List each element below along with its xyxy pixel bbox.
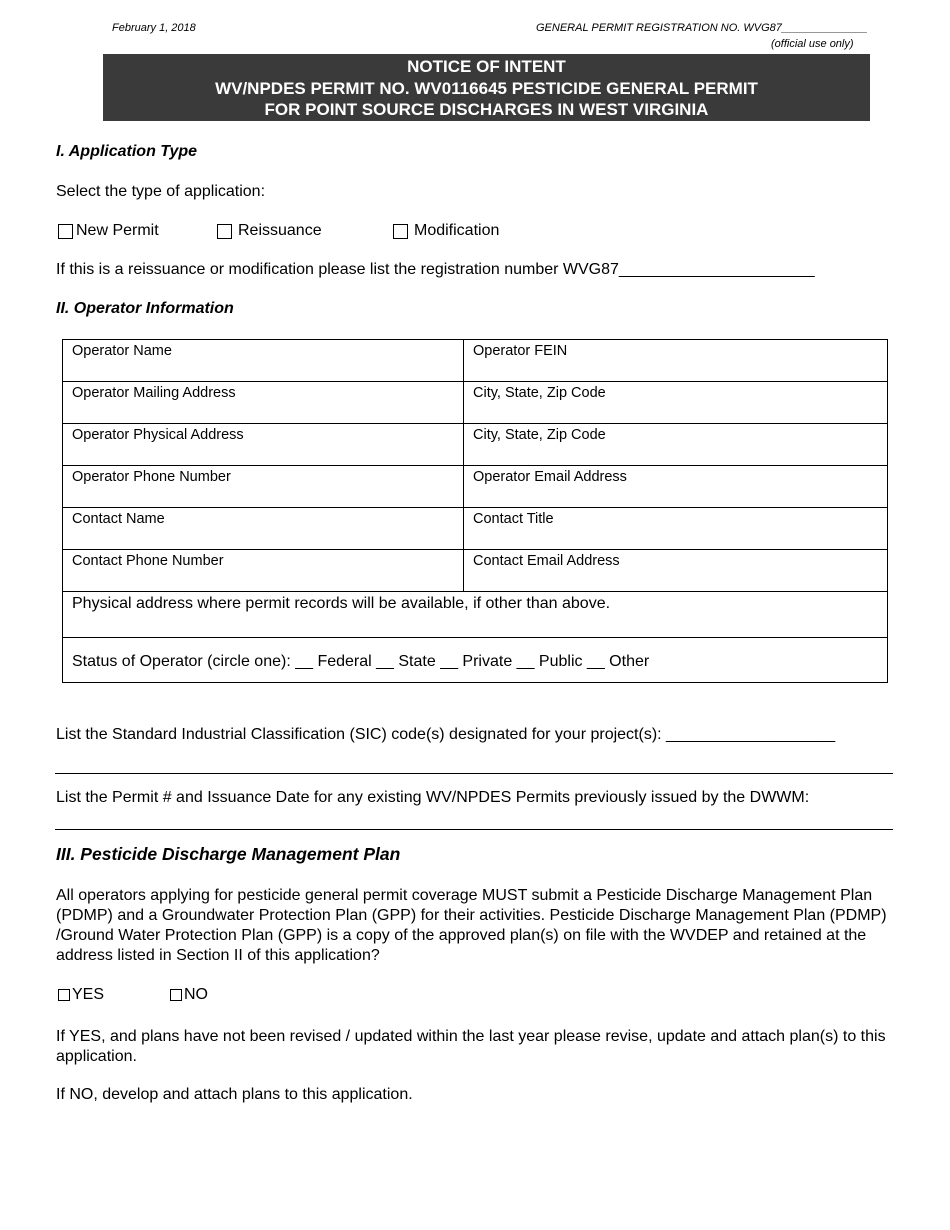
reissuance-checkbox[interactable]: [217, 224, 232, 239]
operator-fein-cell[interactable]: Operator FEIN: [464, 340, 888, 382]
contact-title-cell[interactable]: Contact Title: [464, 508, 888, 550]
existing-permits-fill-line[interactable]: [55, 829, 893, 830]
modification-checkbox[interactable]: [393, 224, 408, 239]
section-operator-info-title: II. Operator Information: [56, 300, 234, 317]
operator-status-cell[interactable]: Status of Operator (circle one): __ Federal __ State __ Private __ Public __ Other: [63, 638, 888, 683]
operator-name-cell[interactable]: Operator Name: [63, 340, 464, 382]
pdmp-paragraph: All operators applying for pesticide general permit coverage MUST submit a Pesticide Discharge Management Plan (PDMP) and a Groundwater Protection Plan (GPP) for their activities. Pesticide Discharge Management Plan (PDMP) /Ground Water Protection Plan (GPP) is a copy of the approved plan(s) on file with the WVDEP and retained at the address listed in Section II of this application?: [56, 887, 887, 964]
sic-code-field[interactable]: List the Standard Industrial Classification (SIC) code(s) designated for your project(s): ___________________: [56, 726, 836, 743]
table-row: [63, 508, 888, 550]
table-row: [63, 550, 888, 592]
operator-mailing-address-cell[interactable]: Operator Mailing Address: [63, 382, 464, 424]
mailing-city-state-zip-cell[interactable]: City, State, Zip Code: [464, 382, 888, 424]
table-row: [63, 638, 888, 683]
official-use-note: (official use only): [771, 38, 854, 50]
operator-phone-cell[interactable]: Operator Phone Number: [63, 466, 464, 508]
table-row: [63, 466, 888, 508]
contact-email-cell[interactable]: Contact Email Address: [464, 550, 888, 592]
new-permit-checkbox[interactable]: [58, 224, 73, 239]
reissuance-option[interactable]: [217, 222, 322, 240]
title-banner: [103, 54, 870, 121]
section-application-type-title: I. Application Type: [56, 143, 198, 160]
banner-line-2: WV/NPDES PERMIT NO. WV0116645 PESTICIDE GENERAL PERMIT: [215, 78, 758, 98]
yes-label: YES: [72, 986, 105, 1003]
existing-permits-prompt: List the Permit # and Issuance Date for any existing WV/NPDES Permits previously issued by the DWWM:: [56, 789, 810, 806]
application-type-prompt: Select the type of application:: [56, 183, 266, 200]
contact-phone-cell[interactable]: Contact Phone Number: [63, 550, 464, 592]
contact-name-cell[interactable]: Contact Name: [63, 508, 464, 550]
reissue-registration-field[interactable]: If this is a reissuance or modification please list the registration number WVG87______________________: [56, 261, 815, 278]
operator-physical-address-cell[interactable]: Operator Physical Address: [63, 424, 464, 466]
no-label: NO: [184, 986, 208, 1003]
table-row: [63, 592, 888, 638]
physical-city-state-zip-cell[interactable]: City, State, Zip Code: [464, 424, 888, 466]
operator-email-cell[interactable]: Operator Email Address: [464, 466, 888, 508]
table-row: [63, 340, 888, 382]
table-row: [63, 382, 888, 424]
section-pdmp-title: III. Pesticide Discharge Management Plan: [56, 844, 401, 864]
new-permit-option[interactable]: [58, 222, 159, 240]
modification-label: Modification: [414, 222, 500, 239]
table-row: [63, 424, 888, 466]
banner-line-3: FOR POINT SOURCE DISCHARGES IN WEST VIRGINIA: [264, 100, 709, 119]
form-date: February 1, 2018: [112, 22, 196, 34]
yes-option[interactable]: [58, 986, 104, 1004]
reissuance-label: Reissuance: [238, 222, 322, 239]
sic-fill-line[interactable]: [55, 773, 893, 774]
modification-option[interactable]: [393, 222, 499, 240]
if-no-instructions: If NO, develop and attach plans to this application.: [56, 1086, 413, 1103]
operator-info-table: [62, 339, 888, 683]
yes-checkbox[interactable]: [58, 989, 70, 1001]
registration-number-label: GENERAL PERMIT REGISTRATION NO. WVG87______________: [536, 22, 868, 34]
no-option[interactable]: [170, 986, 208, 1004]
no-checkbox[interactable]: [170, 989, 182, 1001]
if-yes-instructions: If YES, and plans have not been revised / updated within the last year please revise, update and attach plan(s) to this application.: [56, 1028, 886, 1065]
banner-line-1: NOTICE OF INTENT: [407, 57, 566, 76]
new-permit-label: New Permit: [76, 222, 159, 239]
records-address-cell[interactable]: Physical address where permit records will be available, if other than above.: [63, 592, 888, 638]
